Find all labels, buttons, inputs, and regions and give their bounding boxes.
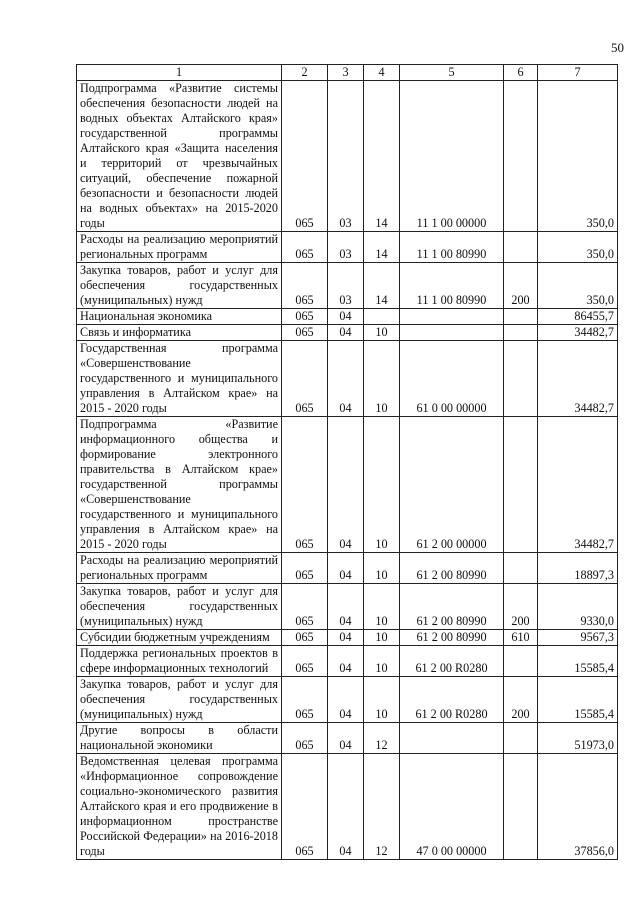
row-ministry: 065: [282, 417, 328, 553]
page-number: 50: [611, 40, 624, 55]
row-target-item: [400, 723, 504, 754]
row-name: Государственная программа «Совершенствование государственного и муниципального управления в Алтайском крае» на 2015 - 2020 годы: [77, 341, 282, 417]
row-ministry: 065: [282, 309, 328, 325]
row-amount: 9567,3: [538, 630, 618, 646]
row-amount: 34482,7: [538, 325, 618, 341]
row-expense-type: [504, 553, 538, 584]
row-expense-type: [504, 417, 538, 553]
row-expense-type: 610: [504, 630, 538, 646]
header-col-2: 2: [282, 65, 328, 81]
row-target-item: 61 0 00 00000: [400, 341, 504, 417]
header-col-3: 3: [328, 65, 364, 81]
row-amount: 18897,3: [538, 553, 618, 584]
table-row: [77, 417, 618, 553]
row-section: 04: [328, 309, 364, 325]
row-subsection: 10: [364, 417, 400, 553]
row-name: Закупка товаров, работ и услуг для обеспечения государственных (муниципальных) нужд: [77, 584, 282, 630]
table-row: [77, 325, 618, 341]
row-ministry: 065: [282, 553, 328, 584]
row-target-item: 47 0 00 00000: [400, 754, 504, 860]
header-col-1: 1: [77, 65, 282, 81]
row-subsection: [364, 309, 400, 325]
table-row: [77, 553, 618, 584]
row-amount: 86455,7: [538, 309, 618, 325]
row-section: 04: [328, 417, 364, 553]
row-section: 03: [328, 81, 364, 232]
row-target-item: 11 1 00 80990: [400, 232, 504, 263]
row-subsection: 10: [364, 341, 400, 417]
row-amount: 15585,4: [538, 677, 618, 723]
row-section: 04: [328, 754, 364, 860]
row-name: Связь и информатика: [77, 325, 282, 341]
row-expense-type: [504, 325, 538, 341]
row-name: Закупка товаров, работ и услуг для обеспечения государственных (муниципальных) нужд: [77, 677, 282, 723]
row-subsection: 10: [364, 325, 400, 341]
row-expense-type: [504, 723, 538, 754]
row-amount: 51973,0: [538, 723, 618, 754]
row-amount: 34482,7: [538, 341, 618, 417]
row-target-item: 61 2 00 80990: [400, 630, 504, 646]
row-subsection: 14: [364, 232, 400, 263]
row-target-item: 61 2 00 80990: [400, 553, 504, 584]
header-col-5: 5: [400, 65, 504, 81]
row-amount: 37856,0: [538, 754, 618, 860]
row-name: Субсидии бюджетным учреждениям: [77, 630, 282, 646]
row-target-item: [400, 325, 504, 341]
row-expense-type: [504, 309, 538, 325]
row-expense-type: [504, 646, 538, 677]
row-ministry: 065: [282, 677, 328, 723]
row-section: 04: [328, 553, 364, 584]
row-expense-type: 200: [504, 677, 538, 723]
row-amount: 34482,7: [538, 417, 618, 553]
row-section: 04: [328, 584, 364, 630]
header-row: [77, 65, 618, 81]
row-ministry: 065: [282, 232, 328, 263]
row-name: Другие вопросы в области национальной экономики: [77, 723, 282, 754]
row-ministry: 065: [282, 646, 328, 677]
row-subsection: 10: [364, 584, 400, 630]
row-expense-type: [504, 81, 538, 232]
row-subsection: 12: [364, 723, 400, 754]
table-row: [77, 263, 618, 309]
row-target-item: 61 2 00 80990: [400, 584, 504, 630]
row-section: 04: [328, 630, 364, 646]
row-section: 03: [328, 232, 364, 263]
table-row: [77, 309, 618, 325]
row-name: Подпрограмма «Развитие системы обеспечения безопасности людей на водных объектах Алтайского края» государственной программы Алтайского края «Защита населения и территорий от чрезвычайных ситуаций, обеспечение пожарной безопасности и безопасности людей на водных объектах» на 2015-2020 годы: [77, 81, 282, 232]
row-name: Национальная экономика: [77, 309, 282, 325]
row-expense-type: [504, 754, 538, 860]
row-amount: 350,0: [538, 232, 618, 263]
row-name: Расходы на реализацию мероприятий региональных программ: [77, 232, 282, 263]
row-amount: 9330,0: [538, 584, 618, 630]
row-subsection: 10: [364, 646, 400, 677]
row-target-item: 61 2 00 R0280: [400, 646, 504, 677]
table-row: [77, 341, 618, 417]
row-subsection: 14: [364, 263, 400, 309]
table-row: [77, 81, 618, 232]
table-row: [77, 723, 618, 754]
row-name: Поддержка региональных проектов в сфере информационных технологий: [77, 646, 282, 677]
table-row: [77, 232, 618, 263]
row-name: Подпрограмма «Развитие информационного общества и формирование электронного правительства в Алтайском крае» государственной программы «Совершенствование государственного и муниципального управления в Алтайском крае» на 2015 - 2020 годы: [77, 417, 282, 553]
row-target-item: [400, 309, 504, 325]
table-row: [77, 584, 618, 630]
row-subsection: 10: [364, 677, 400, 723]
row-subsection: 14: [364, 81, 400, 232]
header-col-6: 6: [504, 65, 538, 81]
row-ministry: 065: [282, 325, 328, 341]
row-section: 04: [328, 325, 364, 341]
row-section: 04: [328, 677, 364, 723]
row-ministry: 065: [282, 630, 328, 646]
budget-table: [76, 64, 618, 860]
row-target-item: 11 1 00 00000: [400, 81, 504, 232]
header-col-7: 7: [538, 65, 618, 81]
row-amount: 350,0: [538, 81, 618, 232]
row-name: Расходы на реализацию мероприятий региональных программ: [77, 553, 282, 584]
row-name: Закупка товаров, работ и услуг для обеспечения государственных (муниципальных) нужд: [77, 263, 282, 309]
row-amount: 15585,4: [538, 646, 618, 677]
row-section: 04: [328, 723, 364, 754]
row-expense-type: 200: [504, 263, 538, 309]
row-subsection: 10: [364, 630, 400, 646]
row-subsection: 12: [364, 754, 400, 860]
table-row: [77, 630, 618, 646]
row-ministry: 065: [282, 723, 328, 754]
row-expense-type: 200: [504, 584, 538, 630]
row-section: 04: [328, 341, 364, 417]
row-amount: 350,0: [538, 263, 618, 309]
row-target-item: 61 2 00 R0280: [400, 677, 504, 723]
row-name: Ведомственная целевая программа «Информационное сопровождение социально-экономического развития Алтайского края и его продвижение в информационном пространстве Российской Федерации» на 2016-2018 годы: [77, 754, 282, 860]
row-expense-type: [504, 232, 538, 263]
header-col-4: 4: [364, 65, 400, 81]
row-ministry: 065: [282, 341, 328, 417]
row-ministry: 065: [282, 81, 328, 232]
row-section: 03: [328, 263, 364, 309]
row-expense-type: [504, 341, 538, 417]
table-row: [77, 754, 618, 860]
row-section: 04: [328, 646, 364, 677]
table-row: [77, 677, 618, 723]
row-subsection: 10: [364, 553, 400, 584]
row-target-item: 11 1 00 80990: [400, 263, 504, 309]
row-ministry: 065: [282, 584, 328, 630]
row-target-item: 61 2 00 00000: [400, 417, 504, 553]
row-ministry: 065: [282, 263, 328, 309]
table-row: [77, 646, 618, 677]
row-ministry: 065: [282, 754, 328, 860]
